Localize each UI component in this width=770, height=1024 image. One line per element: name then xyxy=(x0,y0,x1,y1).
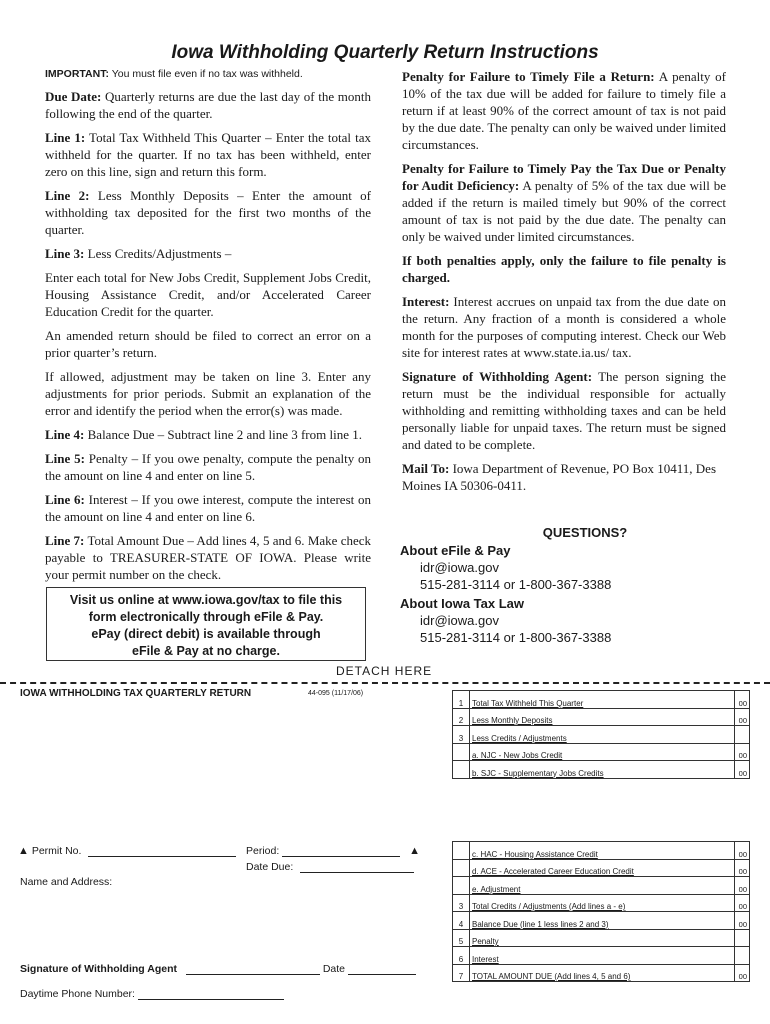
penalty-file-section xyxy=(402,68,726,153)
signature-field[interactable] xyxy=(186,963,320,975)
table-row xyxy=(453,761,750,779)
signature-label: Signature of Withholding Agent: xyxy=(402,369,593,384)
table-row xyxy=(453,708,750,726)
line-number: 4 xyxy=(453,912,470,930)
signature-text: The person signing the return must be the individual responsible for actually withholding and remitting withholding taxes and can be held personally liable for unpaid taxes. The return must be signed and dated to be complete. xyxy=(402,369,726,452)
efile-online-box xyxy=(46,587,366,661)
line7-text: Total Amount Due – Add lines 4, 5 and 6. Make check payable to TREASURER-STATE OF IOWA. Please write your permit number on the check. xyxy=(45,533,372,582)
tax-law-email[interactable]: idr@iowa.gov xyxy=(420,613,499,628)
efile-heading: About eFile & Pay xyxy=(400,543,511,558)
line-label: TOTAL AMOUNT DUE (Add lines 4, 5 and 6) xyxy=(470,964,735,982)
signature-section xyxy=(402,368,726,453)
return-lines-top-table xyxy=(452,690,750,779)
line-label: Total Tax Withheld This Quarter xyxy=(470,691,735,709)
line-amount-field[interactable] xyxy=(735,877,750,895)
questions-section xyxy=(400,525,730,646)
mail-label: Mail To: xyxy=(402,461,450,476)
line1-section xyxy=(45,129,371,180)
line-amount-field[interactable] xyxy=(735,894,750,912)
permit-label: Permit No. xyxy=(31,845,82,857)
line-amount-field[interactable] xyxy=(735,947,750,965)
cents-label: 00 xyxy=(738,768,747,778)
penalty-file-text: A penalty of 10% of the tax due will be added for failure to timely file a return if at least 90% of the correct amount of tax is not paid by the due date. The penalty can only be waived under limited circumstances. xyxy=(402,69,726,152)
line5-section xyxy=(45,450,371,484)
line-number: 3 xyxy=(453,894,470,912)
signature-date-label: Date xyxy=(322,963,346,975)
important-label: IMPORTANT: xyxy=(45,68,109,80)
line4-section xyxy=(45,426,371,443)
important-note xyxy=(45,68,371,80)
line3-label: Line 3: xyxy=(45,246,85,261)
return-lines-bottom-table xyxy=(452,841,750,982)
table-row xyxy=(453,726,750,744)
line3-section xyxy=(45,245,371,262)
cents-label: 00 xyxy=(738,716,747,725)
questions-title: QUESTIONS? xyxy=(542,525,628,540)
cents-label: 00 xyxy=(738,751,747,760)
important-text: You must file even if no tax was withheld. xyxy=(111,68,303,80)
tax-law-heading: About Iowa Tax Law xyxy=(400,596,524,611)
line-label: e. Adjustment xyxy=(470,877,735,895)
cents-label: 00 xyxy=(738,849,747,859)
table-row xyxy=(453,842,750,860)
signature-date-field[interactable] xyxy=(348,963,416,975)
date-due-row xyxy=(246,861,414,873)
table-row xyxy=(453,743,750,761)
triangle-up-icon: ▲ xyxy=(409,845,421,857)
line-number: 7 xyxy=(453,964,470,982)
online-box-line-1: Visit us online at www.iowa.gov/tax to file this xyxy=(69,593,343,607)
detach-dashed-line xyxy=(0,682,770,684)
due-date-label: Due Date: xyxy=(45,89,102,104)
both-penalties-text: If both penalties apply, only the failure to file penalty is charged. xyxy=(402,253,726,285)
line3-text: Less Credits/Adjustments – xyxy=(87,246,232,261)
line-amount-field[interactable] xyxy=(735,691,750,709)
line-number xyxy=(453,859,470,877)
online-box-line-2: form electronically through eFile & Pay. xyxy=(88,610,324,624)
line4-text: Balance Due – Subtract line 2 and line 3 from line 1. xyxy=(87,427,362,442)
table-row xyxy=(453,947,750,965)
line6-text: Interest – If you owe interest, compute the interest on the amount on line 4 and enter on line 6. xyxy=(45,492,371,524)
line6-section xyxy=(45,491,371,525)
date-due-field[interactable] xyxy=(300,861,414,873)
phone-field[interactable] xyxy=(138,988,284,1000)
line-label: a. NJC - New Jobs Credit xyxy=(470,743,735,761)
both-penalties-note xyxy=(402,252,726,286)
online-box-line-4: eFile & Pay at no charge. xyxy=(132,644,280,658)
line-label: c. HAC - Housing Assistance Credit xyxy=(470,842,735,860)
line7-section xyxy=(45,532,371,583)
penalty-file-label: Penalty for Failure to Timely File a Return: xyxy=(402,69,655,84)
permit-row xyxy=(18,845,236,857)
line-number: 6 xyxy=(453,947,470,965)
table-row xyxy=(453,877,750,895)
date-due-label: Date Due: xyxy=(246,861,294,873)
phone-label: Daytime Phone Number: xyxy=(20,988,135,1000)
instructions-left-column xyxy=(45,68,371,590)
line-amount-field[interactable] xyxy=(735,929,750,947)
line-label: Penalty xyxy=(470,929,735,947)
line1-label: Line 1: xyxy=(45,130,86,145)
signature-agent-label: Signature of Withholding Agent xyxy=(20,963,177,975)
penalty-pay-section xyxy=(402,160,726,245)
signature-row xyxy=(20,963,416,975)
line1-text: Total Tax Withheld This Quarter – Enter the total tax withheld for the quarter. If no tax has been withheld, enter zero on this line, sign and return this form. xyxy=(45,130,371,179)
cents-label: 00 xyxy=(738,867,747,876)
due-date-text: Quarterly returns are due the last day of the month following the end of the quarter. xyxy=(45,89,372,121)
table-row xyxy=(453,691,750,709)
line-amount-field[interactable] xyxy=(735,912,750,930)
penalty-pay-text: A penalty of 5% of the tax due will be added if the return is mailed timely but 90% of the correct amount of tax is not paid by the due date. The penalty can only be waived under limited circumstances. xyxy=(402,178,726,244)
cents-label: 00 xyxy=(738,902,747,911)
cents-label: 00 xyxy=(738,919,747,929)
table-row xyxy=(453,964,750,982)
line-label: d. ACE - Accelerated Career Education Credit xyxy=(470,859,735,877)
line-amount-field[interactable] xyxy=(735,743,750,761)
detach-label: DETACH HERE xyxy=(336,664,433,678)
line-number: 1 xyxy=(453,691,470,709)
form-code: 44-095 (11/17/06) xyxy=(308,690,364,697)
line2-label: Line 2: xyxy=(45,188,90,203)
line6-label: Line 6: xyxy=(45,492,85,507)
name-address-label: Name and Address: xyxy=(20,876,113,888)
period-row xyxy=(246,845,420,857)
line5-text: Penalty – If you owe penalty, compute the penalty on the amount on line 4 and enter on line 5. xyxy=(45,451,372,483)
efile-email[interactable]: idr@iowa.gov xyxy=(420,560,499,575)
line2-section xyxy=(45,187,371,238)
line-amount-field[interactable] xyxy=(735,859,750,877)
interest-text: Interest accrues on unpaid tax from the due date on the return. Any fraction of a month is considered a whole month for the purposes of computing interest. Check our Web site for interest rates at www.state.ia.us/ tax. xyxy=(402,294,726,360)
line3-paragraph-credits: Enter each total for New Jobs Credit, Supplement Jobs Credit, Housing Assistance Credit, and/or Accelerated Career Education Credit for the quarter. xyxy=(45,270,371,319)
interest-label: Interest: xyxy=(402,294,450,309)
line2-text: Less Monthly Deposits – Enter the amount of withholding tax deposited for the first two months of the quarter. xyxy=(45,188,372,237)
table-row xyxy=(453,929,750,947)
line-number xyxy=(453,842,470,860)
line-label: Less Monthly Deposits xyxy=(470,708,735,726)
phone-row xyxy=(20,988,284,1000)
permit-number-field[interactable] xyxy=(88,845,236,857)
period-field[interactable] xyxy=(282,845,400,857)
form-title: IOWA WITHHOLDING TAX QUARTERLY RETURN xyxy=(20,688,252,699)
line-label: Less Credits / Adjustments xyxy=(470,726,735,744)
line-label: b. SJC - Supplementary Jobs Credits xyxy=(470,761,735,779)
cents-label: 00 xyxy=(738,884,747,894)
triangle-up-icon: ▲ xyxy=(18,845,29,857)
line-label: Interest xyxy=(470,947,735,965)
due-date-section xyxy=(45,88,371,122)
line4-label: Line 4: xyxy=(45,427,85,442)
line-number: 2 xyxy=(453,708,470,726)
line-amount-field[interactable] xyxy=(735,708,750,726)
line7-label: Line 7: xyxy=(45,533,85,548)
table-row xyxy=(453,894,750,912)
cents-label: 00 xyxy=(738,972,747,981)
table-row xyxy=(453,859,750,877)
line-amount-field[interactable] xyxy=(735,964,750,982)
online-box-line-3: ePay (direct debit) is available through xyxy=(91,627,321,641)
cents-label: 00 xyxy=(738,698,747,708)
line-number xyxy=(453,743,470,761)
line-number: 3 xyxy=(453,726,470,744)
tax-law-phone: 515-281-3114 or 1-800-367-3388 xyxy=(420,630,612,645)
line-label: Total Credits / Adjustments (Add lines a - e) xyxy=(470,894,735,912)
instructions-right-column xyxy=(402,68,726,501)
line5-label: Line 5: xyxy=(45,451,85,466)
line-amount-field[interactable] xyxy=(735,761,750,779)
penalty-pay-label: Penalty for Failure to Timely Pay the Tax Due or Penalty for Audit Deficiency: xyxy=(402,161,726,193)
page-title: Iowa Withholding Quarterly Return Instructions xyxy=(171,42,599,63)
table-row xyxy=(453,912,750,930)
line-number: 5 xyxy=(453,929,470,947)
line-amount-field[interactable] xyxy=(735,842,750,860)
line-label: Balance Due (line 1 less lines 2 and 3) xyxy=(470,912,735,930)
interest-section xyxy=(402,293,726,361)
line3-paragraph-adjustment: If allowed, adjustment may be taken on line 3. Enter any adjustments for prior periods. Submit an explanation of the error and identify the period when the error(s) was made. xyxy=(45,369,371,418)
period-label: Period: xyxy=(246,845,280,857)
line3-paragraph-amended: An amended return should be filed to correct an error on a prior quarter’s return. xyxy=(45,328,371,360)
line-number xyxy=(453,761,470,779)
efile-phone: 515-281-3114 or 1-800-367-3388 xyxy=(420,577,612,592)
line-number xyxy=(453,877,470,895)
mail-section xyxy=(402,460,726,494)
mail-text: Iowa Department of Revenue, PO Box 10411, Des Moines IA 50306-0411. xyxy=(402,461,717,493)
line-amount-field[interactable] xyxy=(735,726,750,744)
